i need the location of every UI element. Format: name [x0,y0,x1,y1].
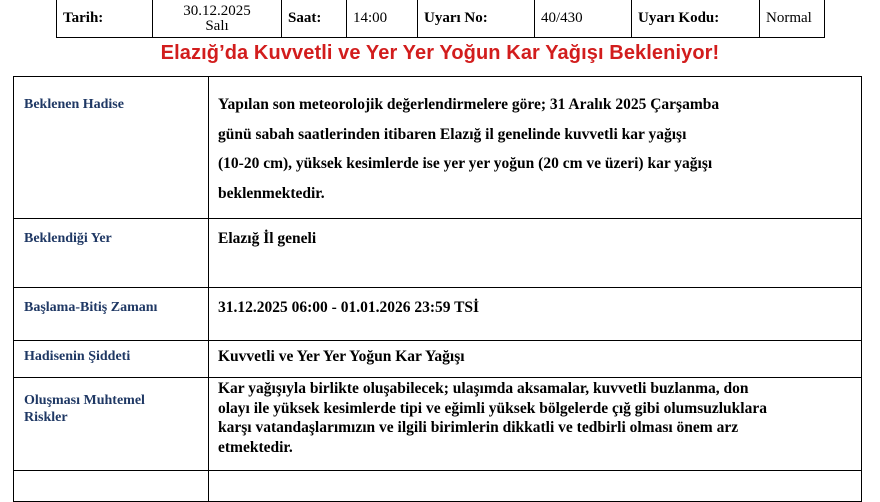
table-row [14,77,862,219]
table-row [14,471,862,502]
text-line: Kuvvetli ve Yer Yer Yoğun Kar Yağışı [218,348,465,365]
text-line: (10-20 cm), yüksek kesimlerde ise yer yer yoğun (20 cm ve üzeri) kar yağışı [218,155,713,172]
warning-title: Elazığ’da Kuvvetli ve Yer Yer Yoğun Kar Yağışı Bekleniyor! [160,42,720,64]
date-label: Tarih: [57,0,153,38]
row-value-expected-place [209,219,862,288]
text-line: günü sabah saatlerinden itibaren Elazığ il genelinde kuvvetli kar yağışı [218,125,687,143]
text-line: Kar yağışıyla birlikte oluşabilecek; ulaşımda aksamalar, kuvvetli buzlanma, don [218,380,749,397]
text-line: Yapılan son meteorolojik değerlendirmelere göre; 31 Aralık 2025 Çarşamba [218,96,720,113]
warning-no-value: 40/430 [535,0,632,38]
table-row [14,288,862,341]
day-text: Salı [205,18,229,34]
row-value-start-end-time [209,288,862,341]
row-value-possible-risks [209,378,862,471]
row-value-expected-event [209,77,862,219]
table-row [14,219,862,288]
row-key-cut-off [14,471,209,502]
warning-detail-table [13,76,862,502]
row-key-expected-place: Beklendiği Yer [14,219,209,288]
row-key-severity: Hadisenin Şiddeti [14,341,209,378]
key-line: Oluşması Muhtemel [24,393,145,408]
row-key-start-end-time: Başlama-Bitiş Zamanı [14,288,209,341]
time-label: Saat: [282,0,347,38]
text-line: 31.12.2025 06:00 - 01.01.2026 23:59 TSİ [218,299,480,316]
row-key-possible-risks [14,378,209,471]
table-row [14,378,862,471]
text-line: olayı ile yüksek kesimlerde tipi ve eğimli yüksek bölgelerde çığ gibi olumsuzluklara [218,399,767,417]
warning-no-label: Uyarı No: [418,0,535,38]
text-line: karşı vatandaşlarımızın ve ilgili birimlerin dikkatli ve tedbirli olması önem arz [218,419,739,436]
warning-code-label: Uyarı Kodu: [632,0,760,38]
row-value-severity [209,341,862,378]
date-value [153,0,282,38]
warning-header-table [56,0,825,38]
text-line: Elazığ İl geneli [218,230,317,247]
key-line: Riskler [24,410,68,425]
table-row [14,341,862,378]
text-line: etmektedir. [218,438,293,456]
row-value-cut-off [209,471,862,502]
time-value: 14:00 [347,0,418,38]
date-text: 30.12.2025 [183,3,251,19]
row-key-expected-event: Beklenen Hadise [14,77,209,219]
text-line: beklenmektedir. [218,184,325,202]
warning-code-value: Normal [760,0,825,38]
